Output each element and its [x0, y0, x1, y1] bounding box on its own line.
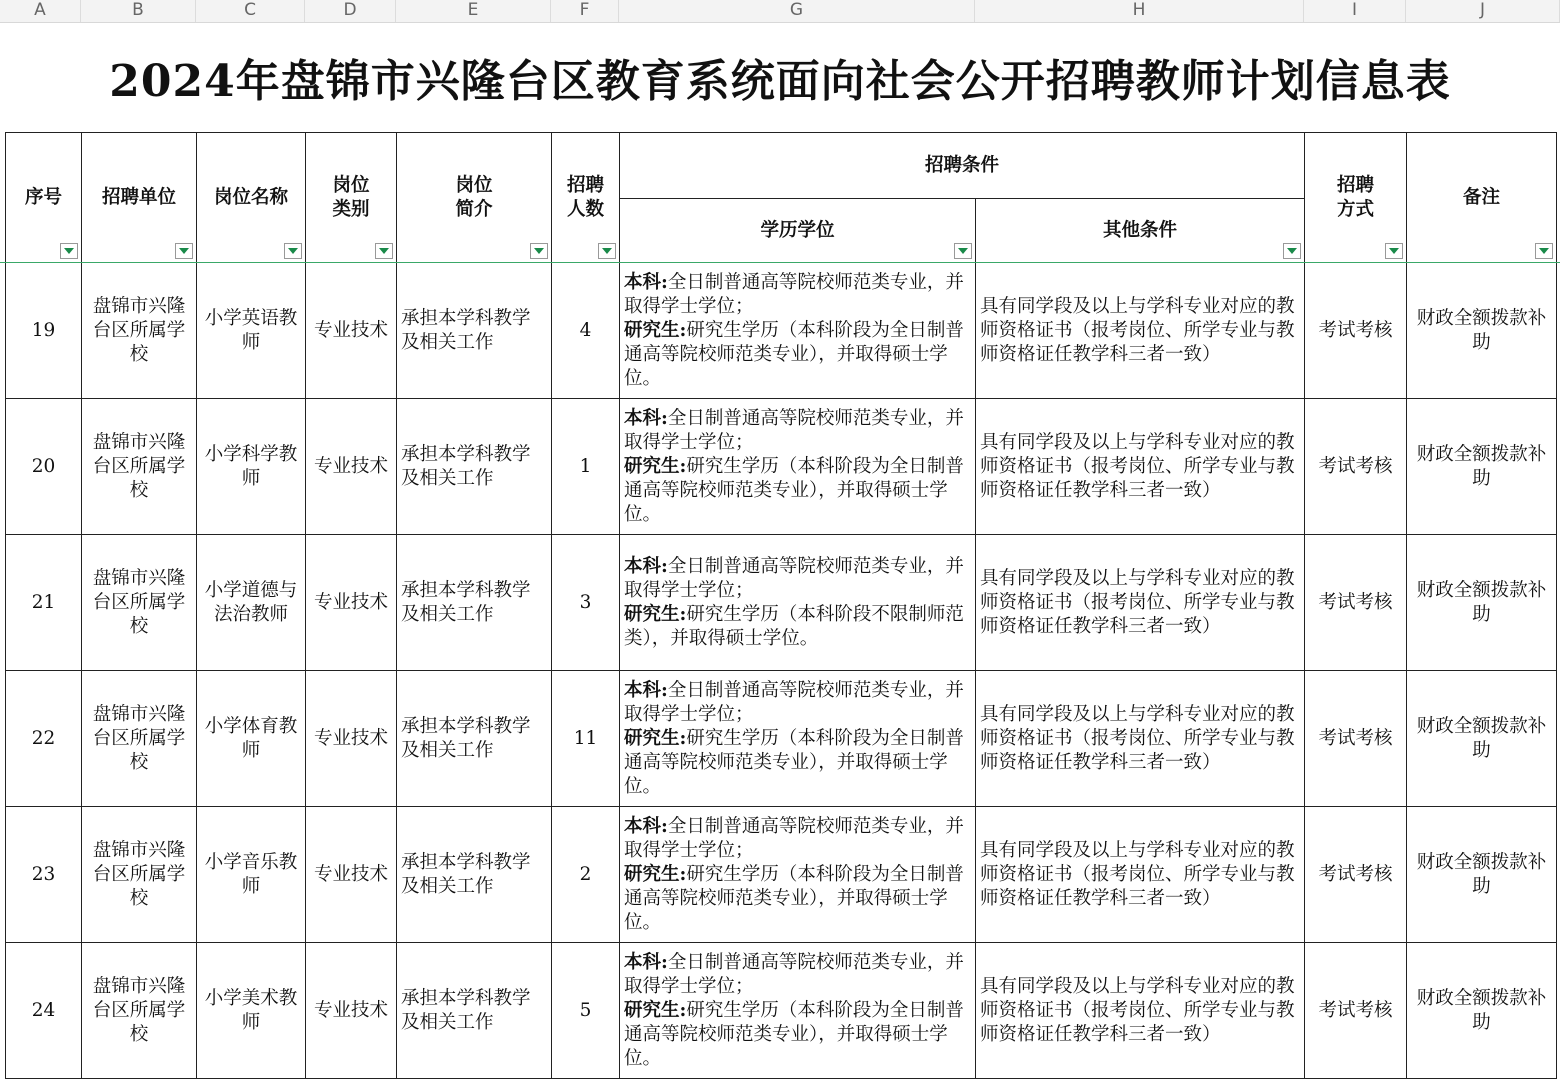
cell-seq[interactable]: 23	[6, 807, 82, 943]
cell-unit[interactable]: 盘锦市兴隆台区所属学校	[82, 399, 197, 535]
edu-yjs-label: 研究生:	[624, 319, 687, 341]
column-letter-f[interactable]: F	[551, 0, 619, 22]
header-conditions-label: 招聘条件	[924, 154, 999, 176]
header-count-line2: 人数	[566, 198, 604, 220]
cell-category[interactable]: 专业技术	[306, 263, 397, 399]
table-row	[6, 399, 1557, 535]
cell-intro[interactable]: 承担本学科教学及相关工作	[397, 671, 552, 807]
edu-yjs-text: 研究生学历（本科阶段为全日制普通高等院校师范类专业），并取得硕士学位。	[624, 727, 964, 797]
edu-yjs-label: 研究生:	[624, 727, 687, 749]
cell-education[interactable]	[620, 535, 976, 671]
column-letter-i[interactable]: I	[1304, 0, 1406, 22]
cell-seq[interactable]: 21	[6, 535, 82, 671]
column-letter-b[interactable]: B	[81, 0, 196, 22]
cell-remark[interactable]: 财政全额拨款补助	[1407, 943, 1557, 1079]
header-method-line1: 招聘	[1336, 174, 1374, 196]
edu-yjs-text: 研究生学历（本科阶段为全日制普通高等院校师范类专业），并取得硕士学位。	[624, 863, 964, 933]
header-position[interactable]	[197, 133, 306, 263]
cell-count[interactable]: 11	[552, 671, 620, 807]
cell-position[interactable]: 小学体育教师	[197, 671, 306, 807]
header-position-label: 岗位名称	[213, 186, 288, 208]
edu-yjs-label: 研究生:	[624, 999, 687, 1021]
filter-dropdown-icon[interactable]	[175, 243, 193, 259]
cell-other[interactable]: 具有同学段及以上与学科专业对应的教师资格证书（报考岗位、所学专业与教师资格证任教学科三者一致）	[976, 399, 1305, 535]
cell-method[interactable]: 考试考核	[1305, 943, 1407, 1079]
cell-education[interactable]	[620, 671, 976, 807]
cell-seq[interactable]: 20	[6, 399, 82, 535]
edu-yjs-label: 研究生:	[624, 455, 687, 477]
cell-category[interactable]: 专业技术	[306, 535, 397, 671]
cell-category[interactable]: 专业技术	[306, 671, 397, 807]
cell-category[interactable]: 专业技术	[306, 399, 397, 535]
header-seq[interactable]	[6, 133, 82, 263]
cell-count[interactable]: 5	[552, 943, 620, 1079]
cell-intro[interactable]: 承担本学科教学及相关工作	[397, 535, 552, 671]
column-letter-a[interactable]: A	[0, 0, 81, 22]
column-letter-d[interactable]: D	[305, 0, 396, 22]
cell-seq[interactable]: 24	[6, 943, 82, 1079]
edu-yjs-text: 研究生学历（本科阶段不限制师范类），并取得硕士学位。	[624, 603, 964, 649]
header-count-line1: 招聘	[566, 174, 604, 196]
cell-count[interactable]: 1	[552, 399, 620, 535]
header-method-line2: 方式	[1336, 198, 1374, 220]
cell-method[interactable]: 考试考核	[1305, 807, 1407, 943]
column-header-bar	[0, 0, 1560, 23]
edu-yjs-text: 研究生学历（本科阶段为全日制普通高等院校师范类专业），并取得硕士学位。	[624, 319, 964, 389]
cell-intro[interactable]: 承担本学科教学及相关工作	[397, 943, 552, 1079]
cell-unit[interactable]: 盘锦市兴隆台区所属学校	[82, 943, 197, 1079]
cell-education[interactable]	[620, 807, 976, 943]
filter-dropdown-icon[interactable]	[375, 243, 393, 259]
table-row	[6, 263, 1557, 399]
cell-method[interactable]: 考试考核	[1305, 671, 1407, 807]
cell-remark[interactable]: 财政全额拨款补助	[1407, 399, 1557, 535]
header-seq-label: 序号	[24, 186, 62, 208]
cell-category[interactable]: 专业技术	[306, 943, 397, 1079]
cell-count[interactable]: 3	[552, 535, 620, 671]
header-category-line1: 岗位	[332, 174, 370, 196]
edu-bk-text: 全日制普通高等院校师范类专业，并取得学士学位；	[624, 815, 964, 861]
header-intro-line2: 简介	[455, 198, 493, 220]
edu-yjs-text: 研究生学历（本科阶段为全日制普通高等院校师范类专业），并取得硕士学位。	[624, 455, 964, 525]
cell-other[interactable]: 具有同学段及以上与学科专业对应的教师资格证书（报考岗位、所学专业与教师资格证任教学科三者一致）	[976, 943, 1305, 1079]
filter-dropdown-icon[interactable]	[284, 243, 302, 259]
cell-method[interactable]: 考试考核	[1305, 263, 1407, 399]
cell-remark[interactable]: 财政全额拨款补助	[1407, 671, 1557, 807]
sheet-title[interactable]: 2024年盘锦市兴隆台区教育系统面向社会公开招聘教师计划信息表	[109, 56, 1451, 107]
edu-bk-text: 全日制普通高等院校师范类专业，并取得学士学位；	[624, 555, 964, 601]
edu-bk-label: 本科:	[624, 271, 668, 293]
edu-bk-text: 全日制普通高等院校师范类专业，并取得学士学位；	[624, 679, 964, 725]
header-intro-line1: 岗位	[455, 174, 493, 196]
edu-bk-label: 本科:	[624, 407, 668, 429]
edu-yjs-label: 研究生:	[624, 603, 687, 625]
header-unit-label: 招聘单位	[101, 186, 176, 208]
header-education[interactable]	[620, 199, 976, 263]
edu-bk-text: 全日制普通高等院校师范类专业，并取得学士学位；	[624, 407, 964, 453]
table-row	[6, 535, 1557, 671]
cell-position[interactable]: 小学音乐教师	[197, 807, 306, 943]
cell-education[interactable]	[620, 399, 976, 535]
cell-other[interactable]: 具有同学段及以上与学科专业对应的教师资格证书（报考岗位、所学专业与教师资格证任教学科三者一致）	[976, 807, 1305, 943]
header-education-label: 学历学位	[760, 219, 835, 241]
cell-other[interactable]: 具有同学段及以上与学科专业对应的教师资格证书（报考岗位、所学专业与教师资格证任教学科三者一致）	[976, 671, 1305, 807]
header-unit[interactable]	[82, 133, 197, 263]
cell-method[interactable]: 考试考核	[1305, 399, 1407, 535]
cell-unit[interactable]: 盘锦市兴隆台区所属学校	[82, 263, 197, 399]
recruitment-table	[5, 132, 1557, 1079]
edu-bk-text: 全日制普通高等院校师范类专业，并取得学士学位；	[624, 271, 964, 317]
cell-intro[interactable]: 承担本学科教学及相关工作	[397, 399, 552, 535]
table-row	[6, 671, 1557, 807]
cell-other[interactable]: 具有同学段及以上与学科专业对应的教师资格证书（报考岗位、所学专业与教师资格证任教学科三者一致）	[976, 535, 1305, 671]
edu-yjs-label: 研究生:	[624, 863, 687, 885]
cell-count[interactable]: 4	[552, 263, 620, 399]
cell-remark[interactable]: 财政全额拨款补助	[1407, 535, 1557, 671]
header-count[interactable]	[552, 133, 620, 263]
cell-seq[interactable]: 19	[6, 263, 82, 399]
column-letter-e[interactable]: E	[396, 0, 551, 22]
edu-bk-text: 全日制普通高等院校师范类专业，并取得学士学位；	[624, 951, 964, 997]
header-other[interactable]	[976, 199, 1305, 263]
cell-intro[interactable]: 承担本学科教学及相关工作	[397, 263, 552, 399]
cell-unit[interactable]: 盘锦市兴隆台区所属学校	[82, 535, 197, 671]
edu-bk-label: 本科:	[624, 951, 668, 973]
header-category-line2: 类别	[332, 198, 370, 220]
filter-dropdown-icon[interactable]	[1283, 243, 1301, 259]
cell-remark[interactable]: 财政全额拨款补助	[1407, 263, 1557, 399]
cell-remark[interactable]: 财政全额拨款补助	[1407, 807, 1557, 943]
header-remark-label: 备注	[1462, 186, 1500, 208]
cell-position[interactable]: 小学英语教师	[197, 263, 306, 399]
header-category[interactable]	[306, 133, 397, 263]
filter-dropdown-icon[interactable]	[1535, 243, 1553, 259]
edu-bk-label: 本科:	[624, 555, 668, 577]
cell-category[interactable]: 专业技术	[306, 807, 397, 943]
filter-dropdown-icon[interactable]	[598, 243, 616, 259]
filter-dropdown-icon[interactable]	[1385, 243, 1403, 259]
cell-position[interactable]: 小学美术教师	[197, 943, 306, 1079]
cell-position[interactable]: 小学道德与法治教师	[197, 535, 306, 671]
edu-yjs-text: 研究生学历（本科阶段为全日制普通高等院校师范类专业），并取得硕士学位。	[624, 999, 964, 1069]
table-row	[6, 943, 1557, 1079]
cell-unit[interactable]: 盘锦市兴隆台区所属学校	[82, 671, 197, 807]
edu-bk-label: 本科:	[624, 815, 668, 837]
header-intro[interactable]	[397, 133, 552, 263]
freeze-pane-line	[0, 262, 1560, 263]
cell-position[interactable]: 小学科学教师	[197, 399, 306, 535]
cell-seq[interactable]: 22	[6, 671, 82, 807]
cell-count[interactable]: 2	[552, 807, 620, 943]
filter-dropdown-icon[interactable]	[530, 243, 548, 259]
column-letter-h[interactable]: H	[975, 0, 1304, 22]
cell-intro[interactable]: 承担本学科教学及相关工作	[397, 807, 552, 943]
cell-education[interactable]	[620, 943, 976, 1079]
header-other-label: 其他条件	[1102, 219, 1177, 241]
table-row	[6, 807, 1557, 943]
header-remark[interactable]	[1407, 133, 1557, 263]
column-letter-j[interactable]: J	[1406, 0, 1560, 22]
column-letter-g[interactable]: G	[619, 0, 975, 22]
header-method[interactable]	[1305, 133, 1407, 263]
cell-other[interactable]: 具有同学段及以上与学科专业对应的教师资格证书（报考岗位、所学专业与教师资格证任教学科三者一致）	[976, 263, 1305, 399]
column-letter-c[interactable]: C	[196, 0, 305, 22]
cell-education[interactable]	[620, 263, 976, 399]
filter-dropdown-icon[interactable]	[954, 243, 972, 259]
cell-method[interactable]: 考试考核	[1305, 535, 1407, 671]
header-conditions[interactable]	[620, 133, 1305, 199]
cell-unit[interactable]: 盘锦市兴隆台区所属学校	[82, 807, 197, 943]
edu-bk-label: 本科:	[624, 679, 668, 701]
filter-dropdown-icon[interactable]	[60, 243, 78, 259]
